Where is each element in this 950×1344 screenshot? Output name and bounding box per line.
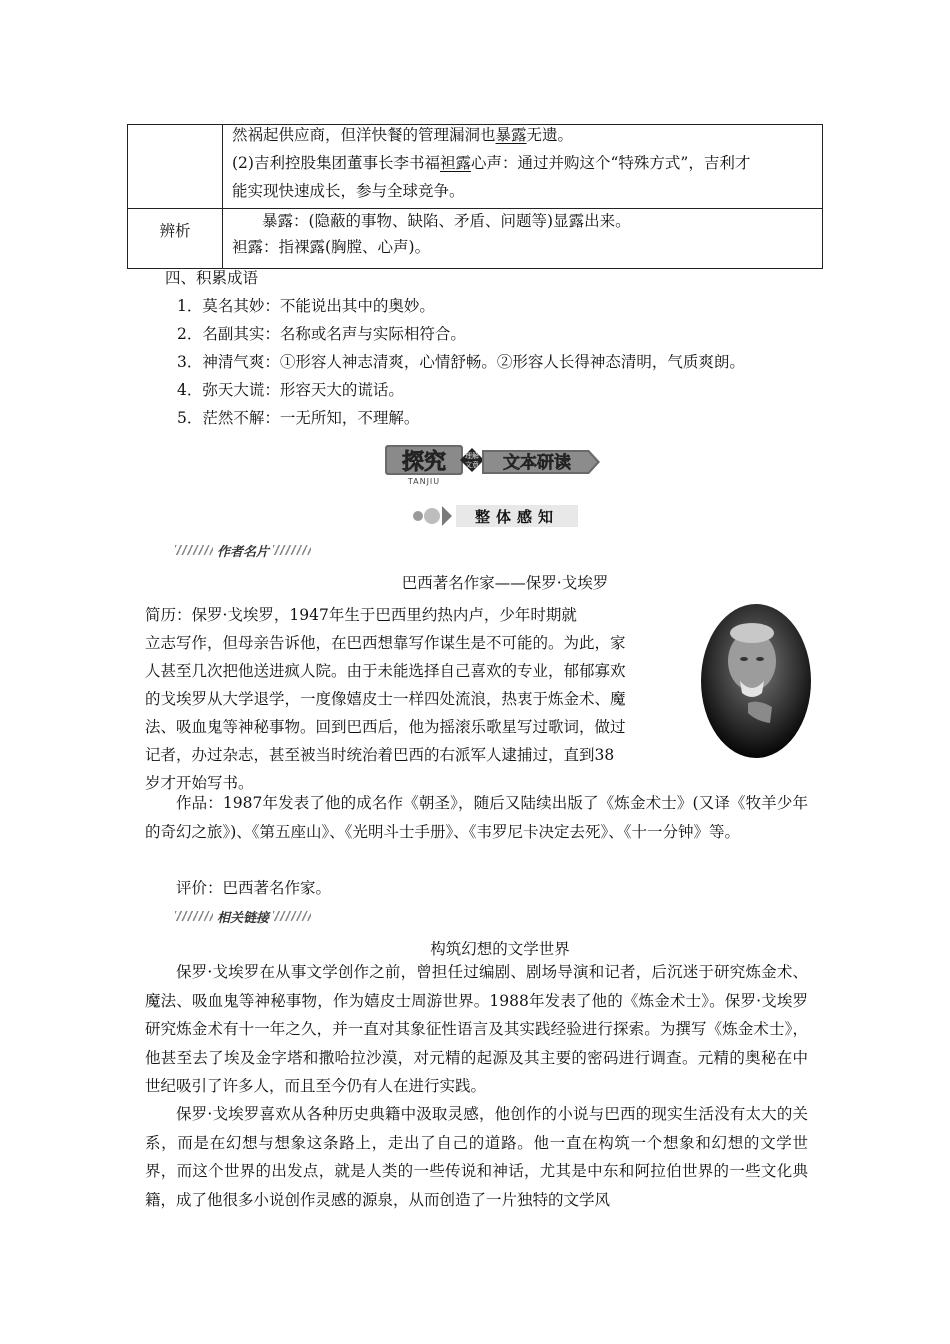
idiom-item-2: 2．名副其实：名称或名声与实际相符合。 xyxy=(177,325,466,343)
author-portrait xyxy=(700,603,812,759)
bio-line-4: 的戈埃罗从大学退学，一度像嬉皮士一样四处流浪，热衷于炼金术、魔 xyxy=(145,690,626,708)
idiom-item-3: 3．神清气爽：①形容人神志清爽，心情舒畅。②形容人长得神态清明，气质爽朗。 xyxy=(177,353,745,371)
banner-small-top: 理解 xyxy=(465,452,479,460)
banner-big-text: 探究 xyxy=(401,450,447,475)
hatch-decoration-left xyxy=(175,911,213,921)
author-card-tag-label: 作者名片 xyxy=(217,544,270,560)
works-paragraph: 作品：1987年发表了他的成名作《朝圣》，随后又陆续出版了《炼金术士》(又译《牧羊少年的奇幻之旅》)、《第五座山》、《光明斗士手册》、《韦罗尼卡决定去死》、《十一分钟》等。 xyxy=(145,794,808,841)
sub-banner-graphic xyxy=(410,503,580,529)
related-paragraph-1: 保罗·戈埃罗在从事文学创作之前，曾担任过编剧、剧场导演和记者，后沉迷于研究炼金术、魔法、吸血鬼等神秘事物，作为嬉皮士周游世界。1988年发表了他的《炼金术士》。保罗·戈埃罗研究炼金术有十一年之久，并一直对其象征性语言及其实践经验进行探索。为撰写《炼金术士》，他甚至去了埃及金字塔和撒哈拉沙漠，对元精的起源及其主要的密码进行调查。元精的奥秘在中世纪吸引了许多人，而且至今仍有人在进行实践。 xyxy=(145,963,808,1095)
related-tag xyxy=(175,906,311,926)
table-column-divider xyxy=(222,125,223,268)
table-row2-line2: 袒露：指裸露(胸膛、心声)。 xyxy=(232,238,431,256)
related-paragraph-2: 保罗·戈埃罗喜欢从各种历史典籍中汲取灵感，他创作的小说与巴西的现实生活没有太大的关系，而是在幻想与想象这条路上，走出了自己的道路。他一直在构筑一个想象和幻想的文学世界，而这个世界的出发点，就是人类的一些传说和神话，尤其是中东和阿拉伯世界的一些文化典籍，成了他很多小说创作灵感的源泉，从而创造了一片独特的文学风 xyxy=(145,1105,808,1209)
related-title: 构筑幻想的文学世界 xyxy=(430,940,570,958)
sub-banner-text: 整体感知 xyxy=(474,508,560,526)
table-label-bianxi: 辨析 xyxy=(159,222,191,240)
banner-right-text: 文本研读 xyxy=(503,453,571,473)
banner-small-bottom: 文意 xyxy=(465,461,479,469)
portrait-image xyxy=(700,603,812,759)
table-row1-line1: 然祸起供应商，但洋快餐的管理漏洞也暴露无遗。 xyxy=(232,126,574,144)
bio-line-2: 立志写作，但母亲告诉他，在巴西想靠写作谋生是不可能的。为此，家 xyxy=(145,634,626,652)
banner-pinyin: TANJIU xyxy=(407,477,441,486)
underlined-word-tanlu: 袒露 xyxy=(439,154,471,172)
hatch-decoration-right xyxy=(273,545,311,555)
idiom-item-5: 5．茫然不解：一无所知，不理解。 xyxy=(177,409,420,427)
bio-line-6: 记者，办过杂志，甚至被当时统治着巴西的右派军人逮捕过，直到38 xyxy=(145,746,615,764)
section-banner xyxy=(384,440,602,486)
author-card-title: 巴西著名作家——保罗·戈埃罗 xyxy=(401,574,609,592)
table-row2-line1: 暴露：(隐蔽的事物、缺陷、矛盾、问题等)显露出来。 xyxy=(262,212,631,230)
hatch-decoration-left xyxy=(175,545,213,555)
banner-graphic xyxy=(384,440,602,486)
hatch-decoration-right xyxy=(273,911,311,921)
review-line: 评价：巴西著名作家。 xyxy=(176,879,332,897)
idiom-item-4: 4．弥天大谎：形容天大的谎话。 xyxy=(177,381,404,399)
table-row1-line2: (2)吉利控股集团董事长李书福袒露心声：通过并购这个“特殊方式”，吉利才 xyxy=(232,154,751,172)
underlined-word-baolu: 暴露 xyxy=(495,126,527,144)
bio-line-1: 简历：保罗·戈埃罗，1947年生于巴西里约热内卢，少年时期就 xyxy=(145,606,577,624)
idioms-heading: 四、积累成语 xyxy=(165,269,259,287)
table-row1-line3: 能实现快速成长，参与全球竞争。 xyxy=(232,182,465,200)
author-card-tag xyxy=(175,540,311,560)
bio-line-7: 岁才开始写书。 xyxy=(145,774,254,792)
bio-line-3: 人甚至几次把他送进疯人院。由于未能选择自己喜欢的专业，郁郁寡欢 xyxy=(145,662,626,680)
related-tag-label: 相关链接 xyxy=(217,910,270,926)
vocab-table xyxy=(127,124,823,269)
bio-line-5: 法、吸血鬼等神秘事物。回到巴西后，他为摇滚乐歌星写过歌词，做过 xyxy=(145,718,626,736)
sub-banner xyxy=(410,503,580,529)
idiom-item-1: 1．莫名其妙：不能说出其中的奥妙。 xyxy=(177,297,435,315)
